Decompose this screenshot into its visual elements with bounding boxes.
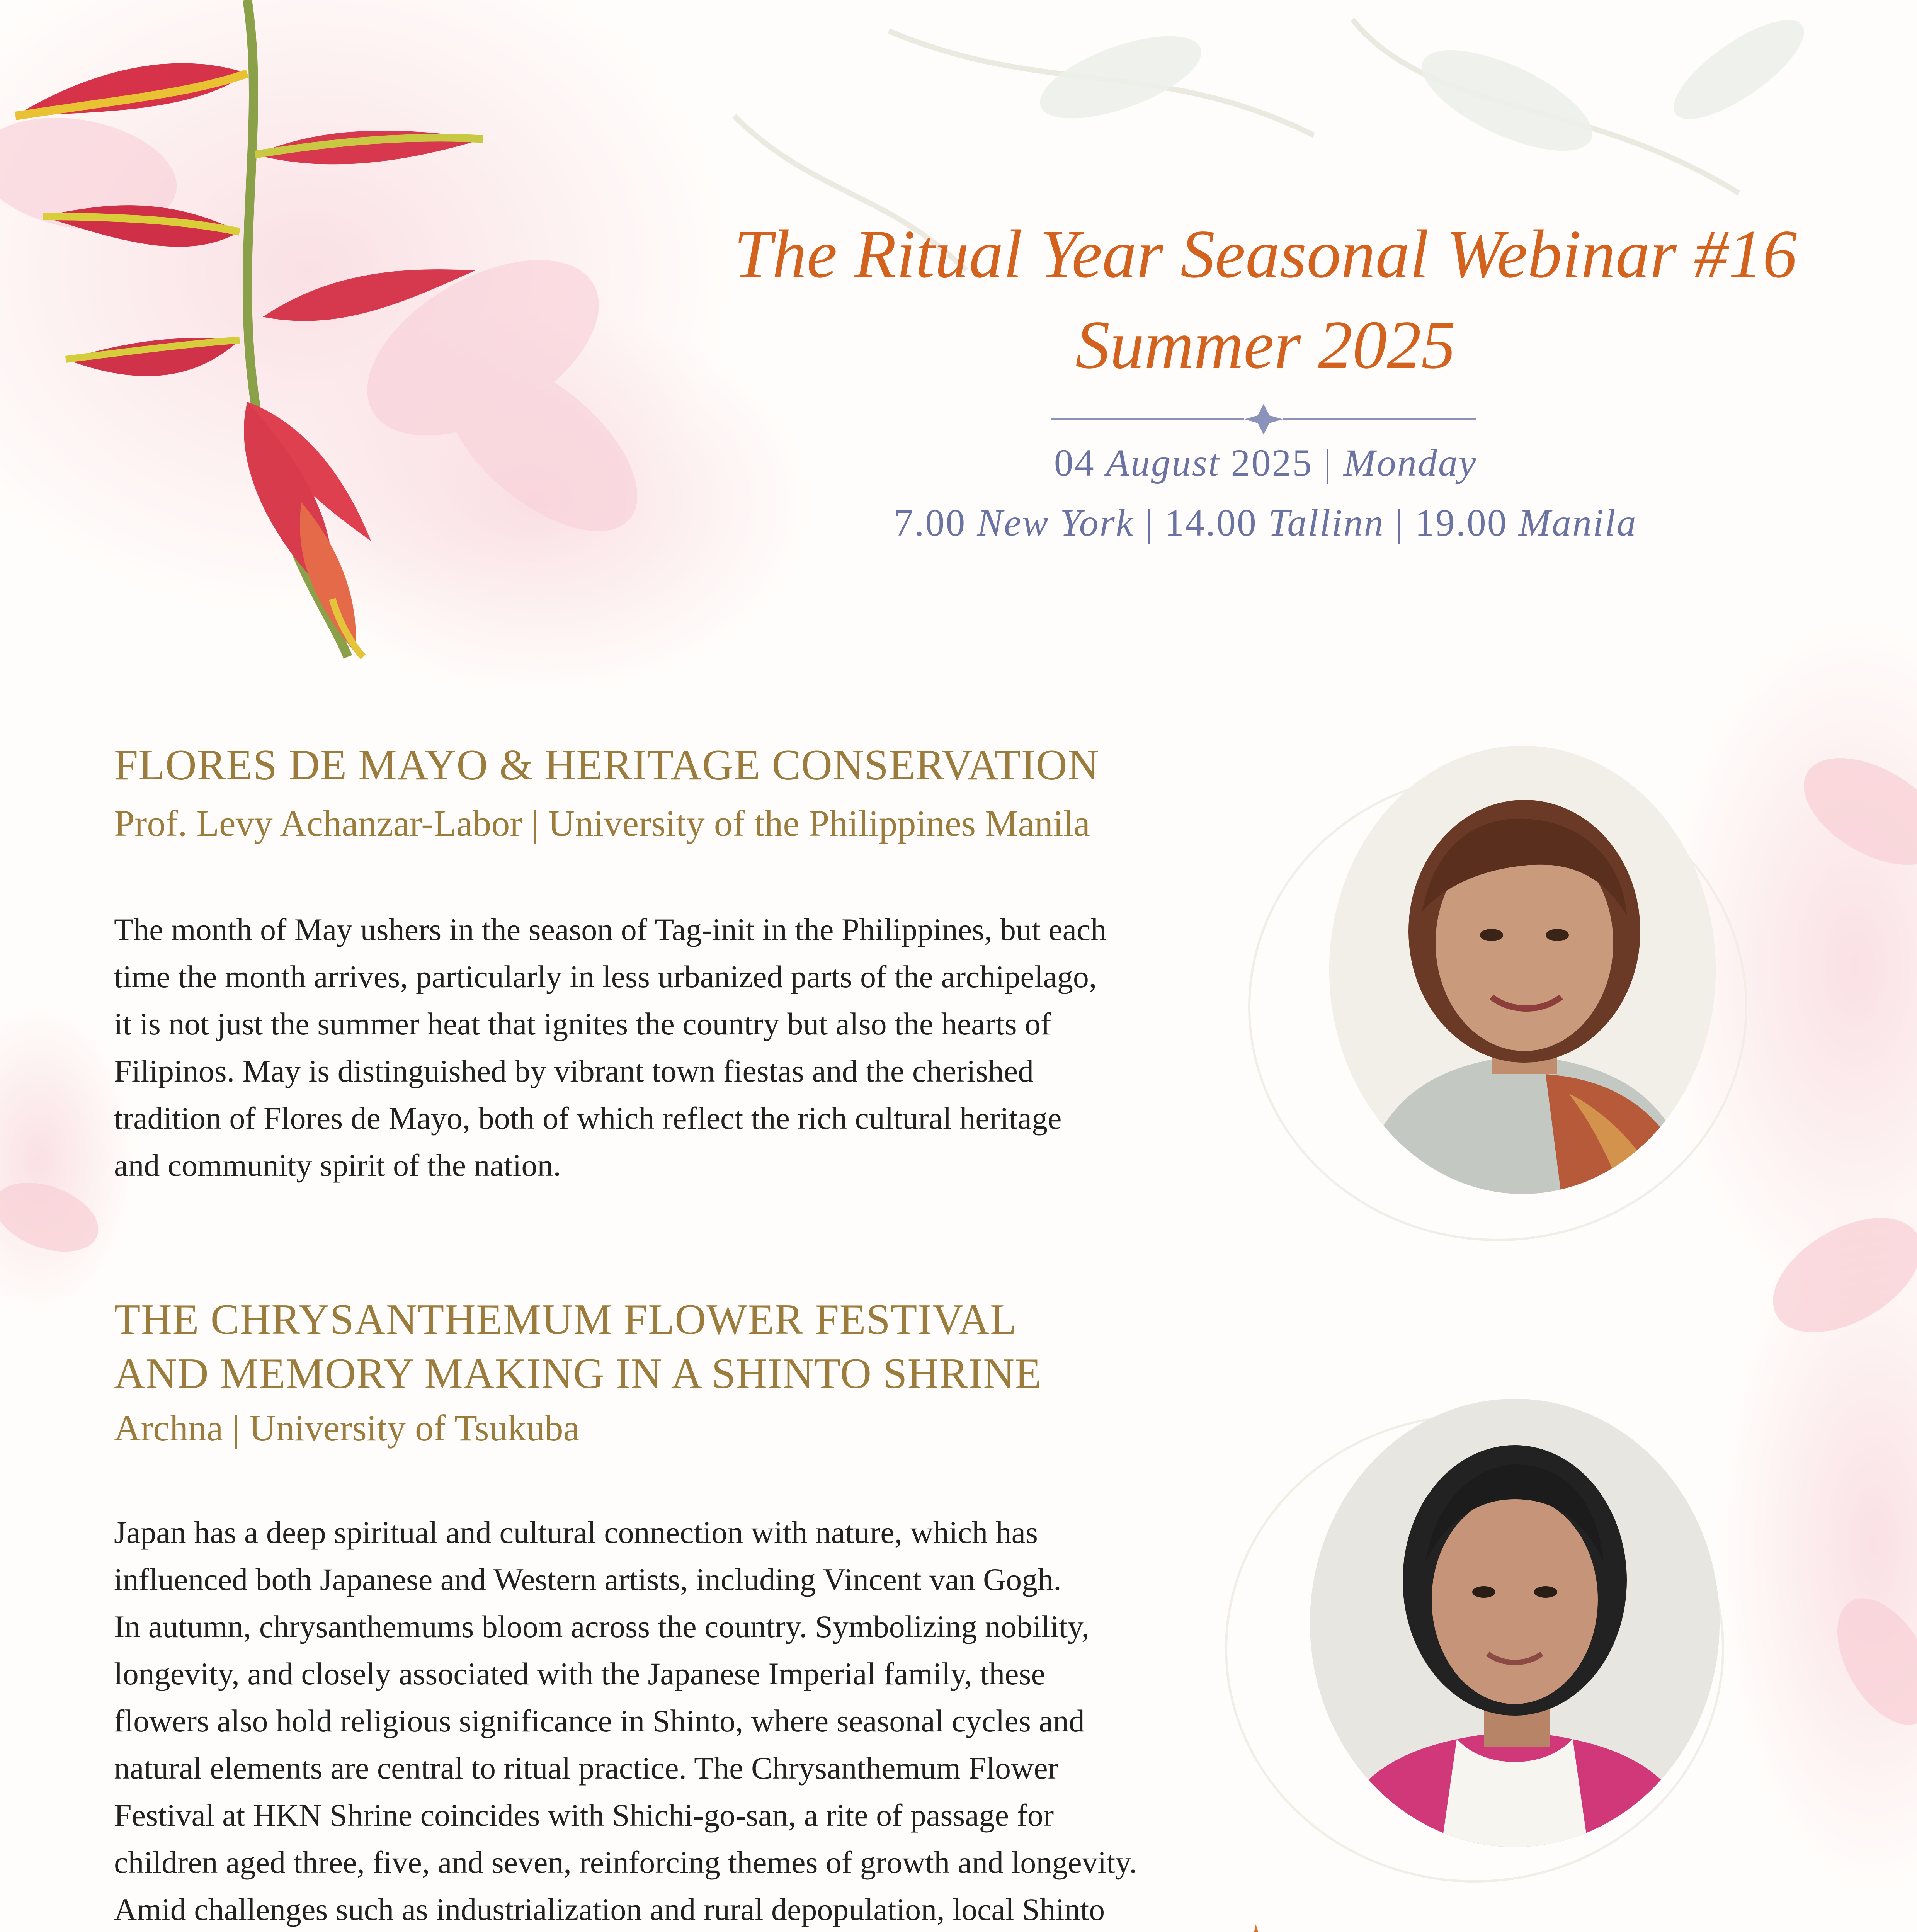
speaker-2-portrait xyxy=(1310,1399,1720,1847)
date-weekday: Monday xyxy=(1343,441,1477,484)
time-separator: | xyxy=(1145,501,1154,544)
city-manila: Manila xyxy=(1518,501,1637,544)
title-line-1: The Ritual Year Seasonal Webinar #16 xyxy=(734,216,1797,292)
ornament-divider xyxy=(1051,404,1476,435)
talk-1-abstract: The month of May ushers in the season of Tag-init in the Philippines, but each time the month arrives, particularly in less urbanized parts of the archipelago, it is not just the summer heat that ignites the country but also the hearts of Filipinos. May is distinguished by vibrant town fiestas and the cherished tradition of Flores de Mayo, both of which reflect the rich cultural heritage and community spirit of the nation. xyxy=(114,912,1107,1183)
event-date xyxy=(657,440,1874,485)
talk-1-title xyxy=(114,738,1099,792)
talk-2-title xyxy=(114,1293,1042,1401)
title-line-2: Summer 2025 xyxy=(1075,306,1456,383)
time-tallinn: 14.00 xyxy=(1164,501,1257,544)
speaker-1-portrait xyxy=(1329,746,1716,1194)
talk-2-title-line-1: THE CHRYSANTHEMUM FLOWER FESTIVAL xyxy=(114,1296,1017,1344)
city-newyork: New York xyxy=(977,501,1134,544)
date-separator: | xyxy=(1323,441,1333,484)
city-tallinn: Tallinn xyxy=(1268,501,1385,544)
talk-1-title-line: FLORES DE MAYO & HERITAGE CONSERVATION xyxy=(114,741,1099,789)
talk-2-abstract: Japan has a deep spiritual and cultural connection with nature, which has influenced both Japanese and Western artists, including Vincent van Gogh. In autumn, chrysanthemums bloom across the country. Symbolizing nobility, longevity, and closely associated with the Japanese Imperial family, these flowers also hold religious significance in Shinto, where seasonal cycles and natural elements are central to ritual practice. The Chrysanthemum Flower Festival at HKN Shrine coincides with Shichi-go-san, a rite of passage for children aged three, five, and seven, reinforcing themes of growth and longevity. Amid challenges such as industrialization and rural depopulation, local Shinto xyxy=(114,1515,1137,1927)
date-year: 2025 xyxy=(1231,441,1313,484)
time-separator: | xyxy=(1395,501,1404,544)
talk-2-speaker: Archna | University of Tsukuba xyxy=(114,1407,580,1449)
date-day: 04 xyxy=(1054,441,1095,484)
date-month: August xyxy=(1106,441,1220,484)
time-manila: 19.00 xyxy=(1415,501,1508,544)
webinar-title xyxy=(657,209,1874,390)
time-newyork: 7.00 xyxy=(894,501,966,544)
talk-2-title-line-2: AND MEMORY MAKING IN A SHINTO SHRINE xyxy=(114,1350,1042,1398)
talk-1-speaker: Prof. Levy Achanzar-Labor | University of the Philippines Manila xyxy=(114,803,1090,844)
speaker-2-photo xyxy=(1310,1399,1720,1847)
speaker-1-photo xyxy=(1329,746,1716,1194)
event-times xyxy=(657,500,1874,545)
